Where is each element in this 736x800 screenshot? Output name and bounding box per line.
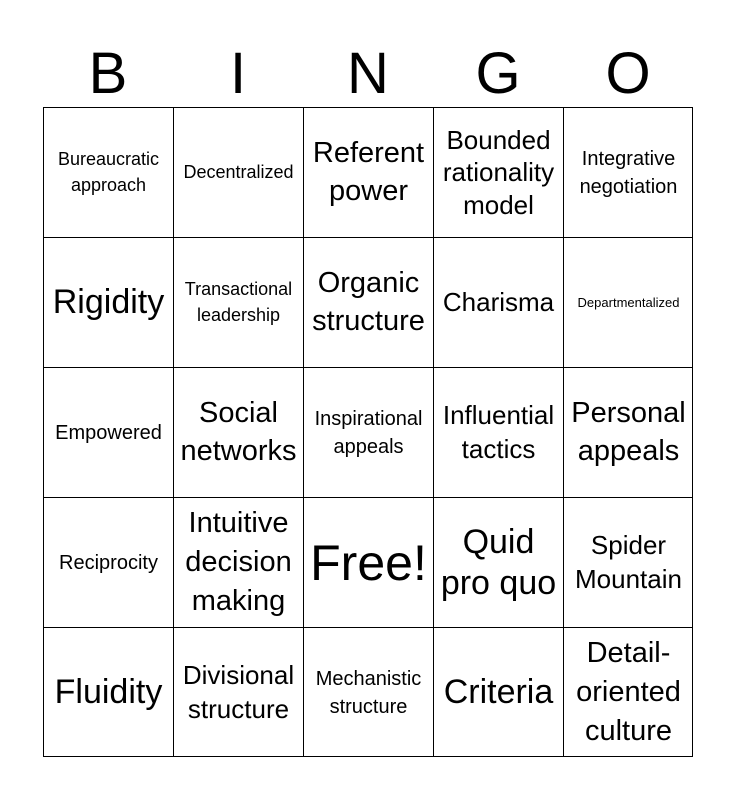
cell-label: Empowered — [55, 421, 162, 444]
bingo-cell — [303, 367, 433, 497]
bingo-cell — [563, 627, 693, 757]
cell-label: Fluidity — [54, 673, 163, 712]
bingo-cell — [43, 627, 173, 757]
bingo-cell — [563, 367, 693, 497]
bingo-cell — [43, 237, 173, 367]
cell-label: Divisional structure — [182, 659, 295, 724]
bingo-cell — [303, 237, 433, 367]
header-letter-b: B — [88, 41, 128, 106]
bingo-cell — [303, 107, 433, 237]
header-letter-o: O — [605, 41, 651, 106]
bingo-cell — [563, 107, 693, 237]
cell-label: Organic structure — [312, 266, 425, 337]
bingo-header — [43, 40, 693, 108]
cell-label: Decentralized — [183, 161, 294, 182]
cell-label: Referent power — [312, 136, 425, 207]
cell-label: Influential tactics — [442, 399, 555, 464]
bingo-cell — [433, 107, 563, 237]
header-letter-i: I — [229, 41, 247, 106]
bingo-cell — [303, 627, 433, 757]
bingo-cell — [173, 237, 303, 367]
cell-label: Charisma — [442, 286, 555, 317]
header-letter-g: G — [475, 41, 521, 106]
cell-label: Social networks — [180, 396, 297, 467]
bingo-cell — [173, 367, 303, 497]
bingo-cell — [563, 497, 693, 627]
bingo-cell — [433, 627, 563, 757]
cell-label: Intuitive decision making — [185, 506, 292, 618]
free-space-label: Free! — [310, 534, 427, 591]
cell-label: Bounded rationality model — [442, 124, 555, 220]
bingo-free-cell — [303, 497, 433, 627]
cell-label: Departmentalized — [577, 294, 680, 310]
bingo-cell — [433, 367, 563, 497]
bingo-cell — [433, 237, 563, 367]
bingo-cell — [563, 237, 693, 367]
cell-label: Criteria — [443, 673, 554, 712]
cell-label: Inspirational appeals — [314, 407, 423, 458]
bingo-cell — [43, 367, 173, 497]
cell-label: Detail-oriented culture — [576, 636, 681, 748]
bingo-cell — [433, 497, 563, 627]
bingo-cell — [43, 107, 173, 237]
cell-label: Reciprocity — [59, 551, 158, 574]
cell-label: Transactional leadership — [184, 279, 293, 325]
cell-label: Rigidity — [52, 283, 165, 322]
cell-label: Mechanistic structure — [315, 667, 422, 718]
bingo-cell — [173, 497, 303, 627]
cell-label: Quid pro quo — [440, 522, 557, 602]
bingo-cell — [173, 107, 303, 237]
header-letter-n: N — [347, 41, 389, 106]
cell-label: Spider Mountain — [575, 529, 682, 594]
bingo-grid — [43, 107, 693, 757]
bingo-cell — [173, 627, 303, 757]
cell-label: Integrative negotiation — [579, 147, 678, 198]
cell-label: Bureaucratic approach — [57, 149, 160, 195]
cell-label: Personal appeals — [571, 396, 686, 467]
bingo-cell — [43, 497, 173, 627]
